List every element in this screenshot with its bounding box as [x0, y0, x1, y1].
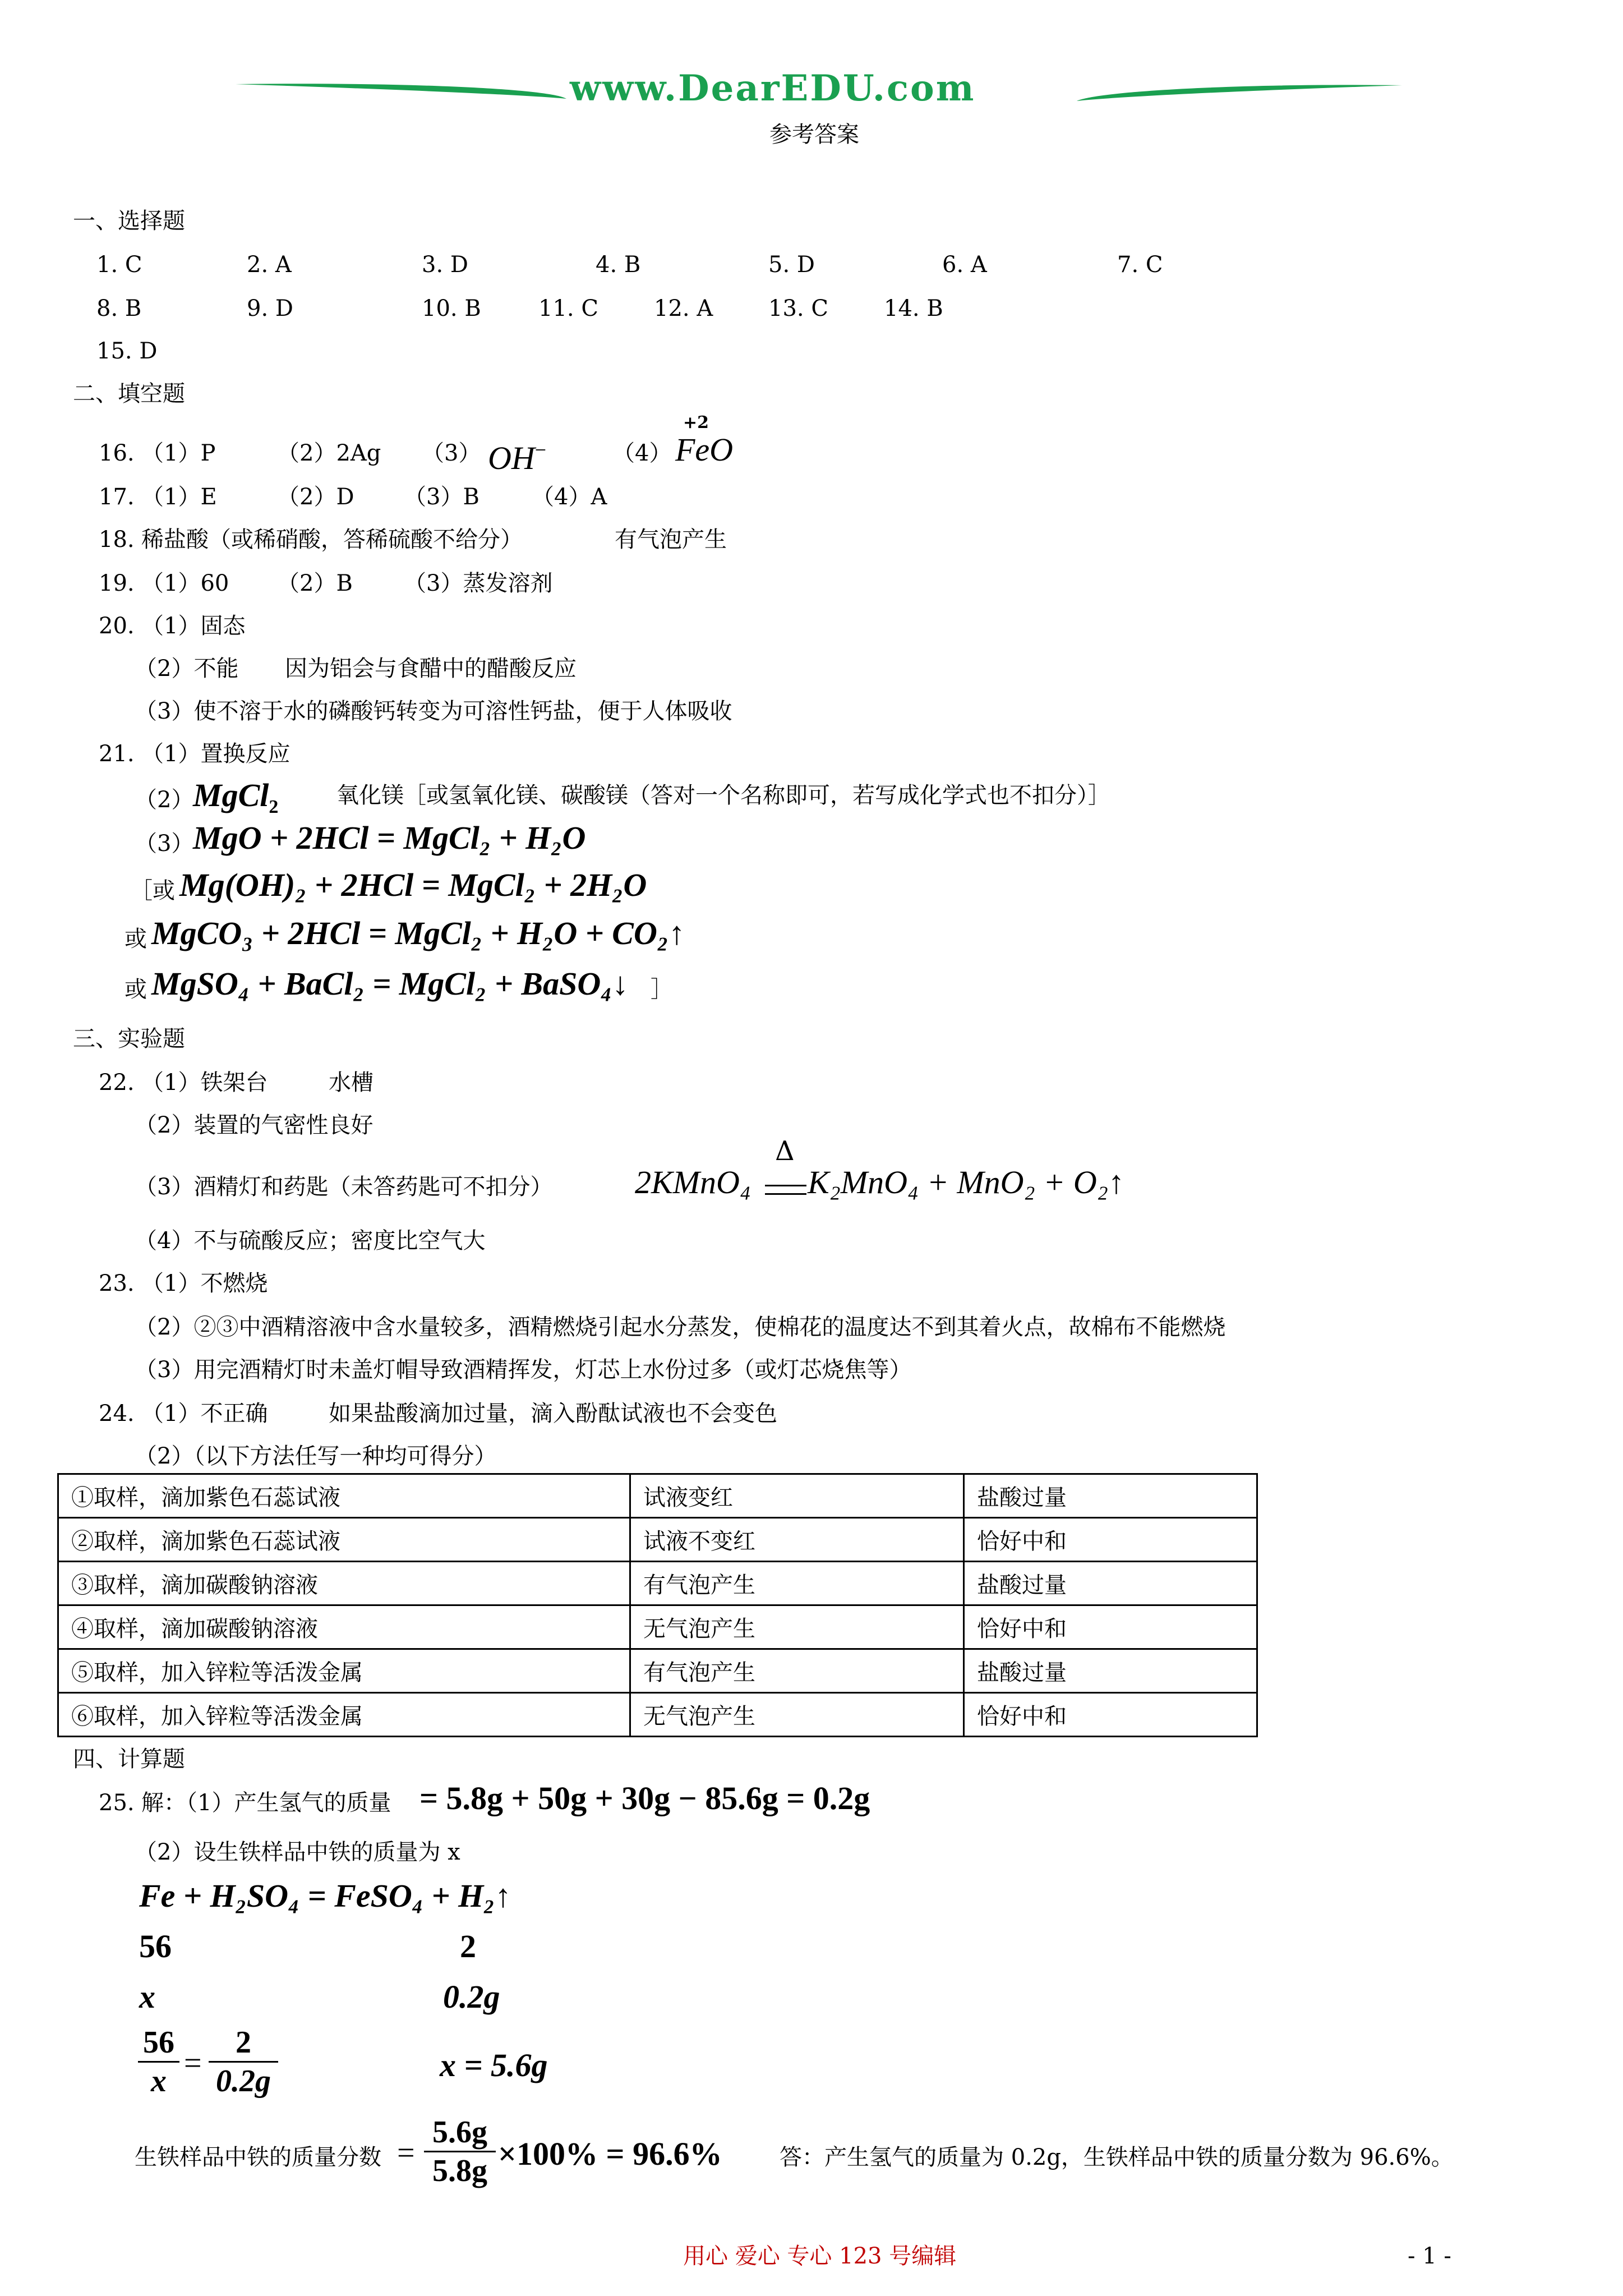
q21-equation-1: MgO + 2HCl = MgCl₂ + H₂O — [193, 820, 586, 856]
q18-number: 18. — [99, 527, 135, 553]
q20-answer-2-reason: 因为铝会与食醋中的醋酸反应 — [285, 656, 577, 682]
q19-answer-2: （2）B — [277, 570, 353, 596]
q16-iron-oxide-formula: FeO — [675, 431, 734, 468]
table-cell: 恰好中和 — [964, 1605, 1257, 1649]
table-cell: 有气泡产生 — [630, 1649, 964, 1693]
table-cell: ②取样，滴加紫色石蕊试液 — [58, 1518, 630, 1562]
q24-answer-1: （1）不正确 — [141, 1401, 268, 1427]
table-cell: ⑥取样，加入锌粒等活泼金属 — [58, 1693, 630, 1737]
table-row — [58, 1474, 1257, 1518]
q25-final-fraction — [424, 2114, 496, 2189]
q20-number: 20. — [99, 613, 135, 639]
mc-answer: 11. C — [538, 296, 598, 321]
table-cell: ③取样，滴加碳酸钠溶液 — [58, 1562, 630, 1605]
q22-answer-4: （4）不与硫酸反应；密度比空气大 — [135, 1228, 486, 1254]
mc-answer: 2. A — [247, 252, 292, 278]
table-cell: 恰好中和 — [964, 1693, 1257, 1737]
table-row — [58, 1649, 1257, 1693]
q21-equation-2-prefix: ［或 — [130, 878, 175, 904]
q22-heat-condition: Δ — [775, 1135, 795, 1167]
q22-answer-2: （2）装置的气密性良好 — [135, 1112, 374, 1138]
q25-hydrogen-mass: 0.2g — [443, 1978, 500, 2015]
q23-answer-2: （2）②③中酒精溶液中含水量较多，酒精燃烧引起水分蒸发，使棉花的温度达不到其着火点，故棉布不能燃烧 — [135, 1314, 1226, 1340]
table-cell: ⑤取样，加入锌粒等活泼金属 — [58, 1649, 630, 1693]
q21-equation-2: Mg(OH)₂ + 2HCl = MgCl₂ + 2H₂O — [179, 867, 647, 903]
q19-answer-3: （3）蒸发溶剂 — [404, 570, 553, 596]
q21-answer-2-text: 氧化镁［或氢氧化镁、碳酸镁（答对一个名称即可，若写成化学式也不扣分）］ — [336, 783, 1110, 808]
q17-answer-4: （4）A — [532, 484, 607, 510]
mc-answer: 1. C — [96, 252, 142, 278]
mc-answer: 3. D — [422, 252, 468, 278]
fraction-numerator: 56 — [143, 2025, 174, 2060]
table-cell: 恰好中和 — [964, 1518, 1257, 1562]
section3-heading: 三、实验题 — [73, 1026, 185, 1052]
q24-answer-2: （2）（以下方法任写一种均可得分） — [135, 1443, 497, 1469]
section1-heading: 一、选择题 — [73, 208, 185, 234]
q19-answer-1: （1）60 — [141, 570, 229, 596]
mc-answer: 5. D — [768, 252, 815, 278]
table-cell: 试液变红 — [630, 1474, 964, 1518]
fraction-denominator: 5.8g — [432, 2154, 487, 2188]
logo-swoosh-left — [236, 84, 566, 99]
q17-answer-2: （2）D — [277, 484, 354, 510]
q16-answer-1: （1）P — [141, 440, 216, 466]
mc-answer: 15. D — [96, 338, 158, 364]
q16-hydroxide-formula: OH− — [488, 439, 547, 476]
q24-number: 24. — [99, 1401, 135, 1427]
table-cell: 盐酸过量 — [964, 1649, 1257, 1693]
q22-equation-left: 2KMnO₄ — [635, 1164, 751, 1200]
q25-fraction-right — [209, 2024, 278, 2100]
q25-final-equals: = — [397, 2136, 415, 2170]
q21-answer-3-label: （3） — [135, 831, 194, 857]
q21-equation-3: MgCO₃ + 2HCl = MgCl₂ + H₂O + CO₂↑ — [151, 915, 685, 951]
mc-answer: 14. B — [884, 296, 943, 321]
fraction-denominator: x — [151, 2064, 167, 2099]
q23-answer-3: （3）用完酒精灯时未盖灯帽导致酒精挥发，灯芯上水份过多（或灯芯烧焦等） — [135, 1357, 912, 1383]
q18-answer-2: 有气泡产生 — [615, 527, 727, 553]
q16-valence-mark: +2 — [683, 413, 709, 432]
q21-equation-4-suffix: ］ — [651, 977, 673, 1002]
table-cell: 试液不变红 — [630, 1518, 964, 1562]
q22-number: 22. — [99, 1070, 135, 1096]
q16-answer-3-label: （3） — [422, 440, 481, 466]
q16-answer-2: （2）2Ag — [277, 440, 381, 466]
footer-editor-note: 用心 爱心 专心 123 号编辑 — [683, 2243, 957, 2269]
q24-methods-table — [57, 1473, 1258, 1737]
section4-heading: 四、计算题 — [73, 1746, 185, 1772]
table-cell: 无气泡产生 — [630, 1693, 964, 1737]
q25-final-label: 生铁样品中铁的质量分数 — [135, 2145, 381, 2170]
q16-number: 16. — [99, 440, 135, 466]
q25-fraction-equals: = — [184, 2046, 202, 2081]
q25-molar-mass-iron: 56 — [139, 1928, 172, 1964]
mc-answer: 12. A — [654, 296, 713, 321]
mc-answer: 8. B — [96, 296, 142, 321]
fraction-numerator: 2 — [236, 2025, 251, 2060]
mc-answer: 6. A — [942, 252, 987, 278]
table-row — [58, 1605, 1257, 1649]
section2-heading: 二、填空题 — [73, 381, 185, 407]
q20-answer-2: （2）不能 — [135, 656, 239, 682]
table-cell: 盐酸过量 — [964, 1474, 1257, 1518]
page-number: - 1 - — [1408, 2243, 1451, 2269]
q25-unknown-x: x — [139, 1978, 155, 2015]
q21-equation-4-prefix: 或 — [125, 977, 147, 1002]
header-logo-text: www.DearEDU.com — [570, 67, 976, 109]
q22-equals-sign — [765, 1185, 806, 1195]
mc-answer: 9. D — [247, 296, 293, 321]
mc-answer: 13. C — [768, 296, 828, 321]
q21-answer-2-label: （2） — [135, 787, 194, 813]
table-cell: 无气泡产生 — [630, 1605, 964, 1649]
logo-swoosh-right — [1077, 85, 1402, 101]
q21-magnesium-chloride-formula: MgCl$_2$ — [193, 777, 279, 817]
q20-answer-3: （3）使不溶于水的磷酸钙转变为可溶性钙盐，便于人体吸收 — [135, 698, 732, 724]
mc-answer: 4. B — [596, 252, 641, 278]
q21-equation-4: MgSO₄ + BaCl₂ = MgCl₂ + BaSO₄↓ — [151, 965, 629, 1002]
fraction-denominator: 0.2g — [216, 2064, 271, 2099]
q22-answer-1: （1）铁架台 — [141, 1070, 268, 1096]
q25-result-x: x = 5.6g — [440, 2047, 548, 2083]
table-row — [58, 1562, 1257, 1605]
q16-answer-4-label: （4） — [612, 440, 672, 466]
table-row — [58, 1518, 1257, 1562]
q22-answer-3: （3）酒精灯和药匙（未答药匙可不扣分） — [135, 1174, 553, 1200]
table-cell: ④取样，滴加碳酸钠溶液 — [58, 1605, 630, 1649]
q21-answer-1: （1）置换反应 — [141, 741, 291, 767]
fraction-numerator: 5.6g — [432, 2115, 487, 2150]
q25-hydrogen-mass-equation: = 5.8g + 50g + 30g − 85.6g = 0.2g — [419, 1780, 870, 1816]
q24-answer-1-reason: 如果盐酸滴加过量，滴入酚酞试液也不会变色 — [329, 1401, 777, 1427]
q25-reaction-equation: Fe + H₂SO₄ = FeSO₄ + H₂↑ — [139, 1878, 511, 1914]
mc-answer: 7. C — [1117, 252, 1163, 278]
q17-number: 17. — [99, 484, 135, 510]
q25-answer-1: 解：（1）产生氢气的质量 — [141, 1790, 391, 1816]
q22-answer-1b: 水槽 — [329, 1070, 374, 1096]
table-row — [58, 1693, 1257, 1737]
q21-number: 21. — [99, 741, 135, 767]
table-cell: 盐酸过量 — [964, 1562, 1257, 1605]
q23-answer-1: （1）不燃烧 — [141, 1271, 268, 1296]
q25-fraction-left — [138, 2024, 179, 2100]
q23-number: 23. — [99, 1271, 135, 1296]
q25-number: 25. — [99, 1790, 135, 1816]
table-cell: ①取样，滴加紫色石蕊试液 — [58, 1474, 630, 1518]
q21-equation-3-prefix: 或 — [125, 926, 147, 952]
q25-answer-2: （2）设生铁样品中铁的质量为 x — [135, 1839, 460, 1865]
q25-molar-mass-hydrogen: 2 — [460, 1928, 476, 1964]
document-title: 参考答案 — [769, 122, 859, 148]
q25-answer-statement: 答：产生氢气的质量为 0.2g，生铁样品中铁的质量分数为 96.6%。 — [780, 2145, 1454, 2170]
q25-final-percentage: ×100% = 96.6% — [498, 2136, 722, 2172]
q19-number: 19. — [99, 570, 135, 596]
q20-answer-1: （1）固态 — [141, 613, 246, 639]
table-cell: 有气泡产生 — [630, 1562, 964, 1605]
q17-answer-3: （3）B — [404, 484, 479, 510]
q17-answer-1: （1）E — [141, 484, 217, 510]
q22-equation-right: K₂MnO₄ + MnO₂ + O₂↑ — [808, 1164, 1124, 1200]
mc-answer: 10. B — [422, 296, 481, 321]
q18-answer-1: 稀盐酸（或稀硝酸，答稀硫酸不给分） — [141, 527, 523, 553]
